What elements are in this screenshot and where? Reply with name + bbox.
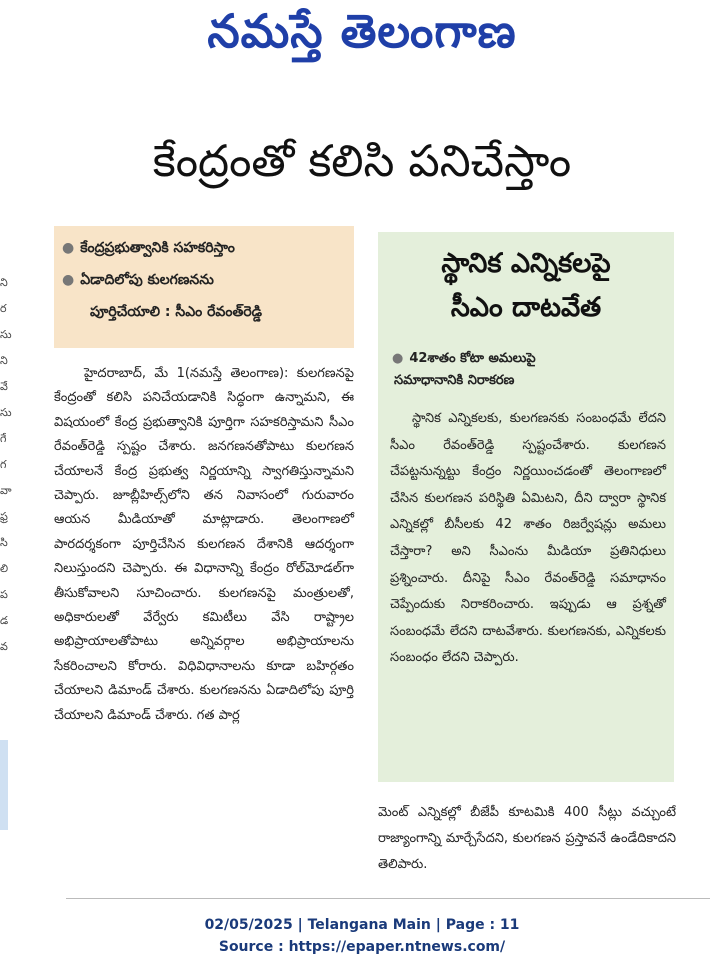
sidebar-body: స్థానిక ఎన్నికలకు, కులగణనకు సంబంధమే లేదని సీఎం రేవంత్‌రెడ్డి స్పష్టంచేశారు. కులగణన చేపట్టనున్నట్టు కేంద్రం నిర్ణయించడంతో తెలంగాణలో చేసిన కులగణన పరిస్థితి ఏమిటని, దీని ద్వారా స్థానిక ఎన్నికల్లో బీసీలకు 42 శాతం రిజర్వేషన్లు అమలు చేస్తారా? అని సీఎంను మీడియా ప్రతినిధులు ప్రశ్నించారు. దీనిపై సీఎం రేవంత్‌రెడ్డి సమాధానం చెప్పేందుకు నిరాకరించారు. ఇప్పుడు ఆ ప్రశ్నతో సంబంధమే లేదని దాటవేశారు. కులగణనకు, ఎన్నికలకు సంబంధం లేదని చెప్పారు. [390, 411, 666, 666]
sidebar-title: స్థానిక ఎన్నికలపై సీఎం దాటవేత [441, 248, 611, 323]
masthead-logo: నమస్తే తెలంగాణ [207, 4, 517, 58]
highlights-box [54, 226, 354, 348]
sidebar-box [378, 232, 674, 782]
footer-date-page: 02/05/2025 | Telangana Main | Page : 11 [204, 917, 520, 933]
highlight-bullet: ● కేంద్రప్రభుత్వానికి సహకరిస్తాం [62, 240, 235, 256]
adjacent-column-edge [0, 740, 8, 830]
footer-divider [66, 898, 710, 899]
highlight-bullet-continuation: పూర్తిచేయాలి : సీఎం రేవంత్‌రెడ్డి [90, 304, 263, 320]
article-continuation: మెంట్ ఎన్నికల్లో బీజేపీ కూటమికి 400 సీట్లు వచ్చుంటే రాజ్యాంగాన్ని మార్చేసేదని, కులగణన ప్రస్తావనే ఉండేదికాదని తెలిపారు. [378, 805, 676, 872]
article-paragraph: హైదరాబాద్, మే 1(నమస్తే తెలంగాణ): కులగణనపై కేంద్రంతో కలిసి పనిచేయడానికి సిద్ధంగా ఉన్నామని, ఈ విషయంలో కేంద్ర ప్రభుత్వానికి పూర్తిగా సహకరిస్తామని సీఎం రేవంత్‌రెడ్డి స్పష్టం చేశారు. జనగణనతోపాటు కులగణన చేయాలనే కేంద్ర ప్రభుత్వ నిర్ణయాన్ని స్వాగతిస్తున్నామని చెప్పారు. జూబ్లీహిల్స్‌లోని తన నివాసంలో గురువారం ఆయన మీడియాతో మాట్లాడారు. తెలంగాణలో పారదర్శకంగా పూర్తిచేసిన కులగణన దేశానికి ఆదర్శంగా నిలుస్తుందని చెప్పారు. ఈ విధానాన్ని కేంద్రం రోల్‌మోడల్‌గా తీసుకోవాలని సూచించారు. కులగణనపై మంత్రులతో, అధికారులతో వేర్వేరు కమిటీలు వేసి రాష్ట్రాల అభిప్రాయాలతోపాటు అన్నివర్గాల అభిప్రాయాలను సేకరించాలని కోరారు. విధివిధానాలను కూడా బహిర్గతం చేయాలని డిమాండ్ చేశారు. కులగణనను ఏడాదిలోపు పూర్తి చేయాలని డిమాండ్ చేశారు. గత పార్ల [54, 366, 354, 723]
headline: కేంద్రంతో కలిసి పనిచేస్తాం [152, 136, 572, 187]
main-article-body [54, 362, 354, 728]
highlight-bullet: ● ఏడాదిలోపు కులగణనను [62, 272, 214, 288]
adjacent-article-fragment: ని ర సు ని వే సు గే గ వా ఫ్ర సి లి ప డ వ [0, 276, 12, 653]
footer [0, 914, 724, 958]
footer-source: Source : https://epaper.ntnews.com/ [218, 939, 506, 955]
sidebar-subhead: ● 42శాతం కోటా అమలుపై సమాధానానికి నిరాకరణ [392, 351, 536, 388]
